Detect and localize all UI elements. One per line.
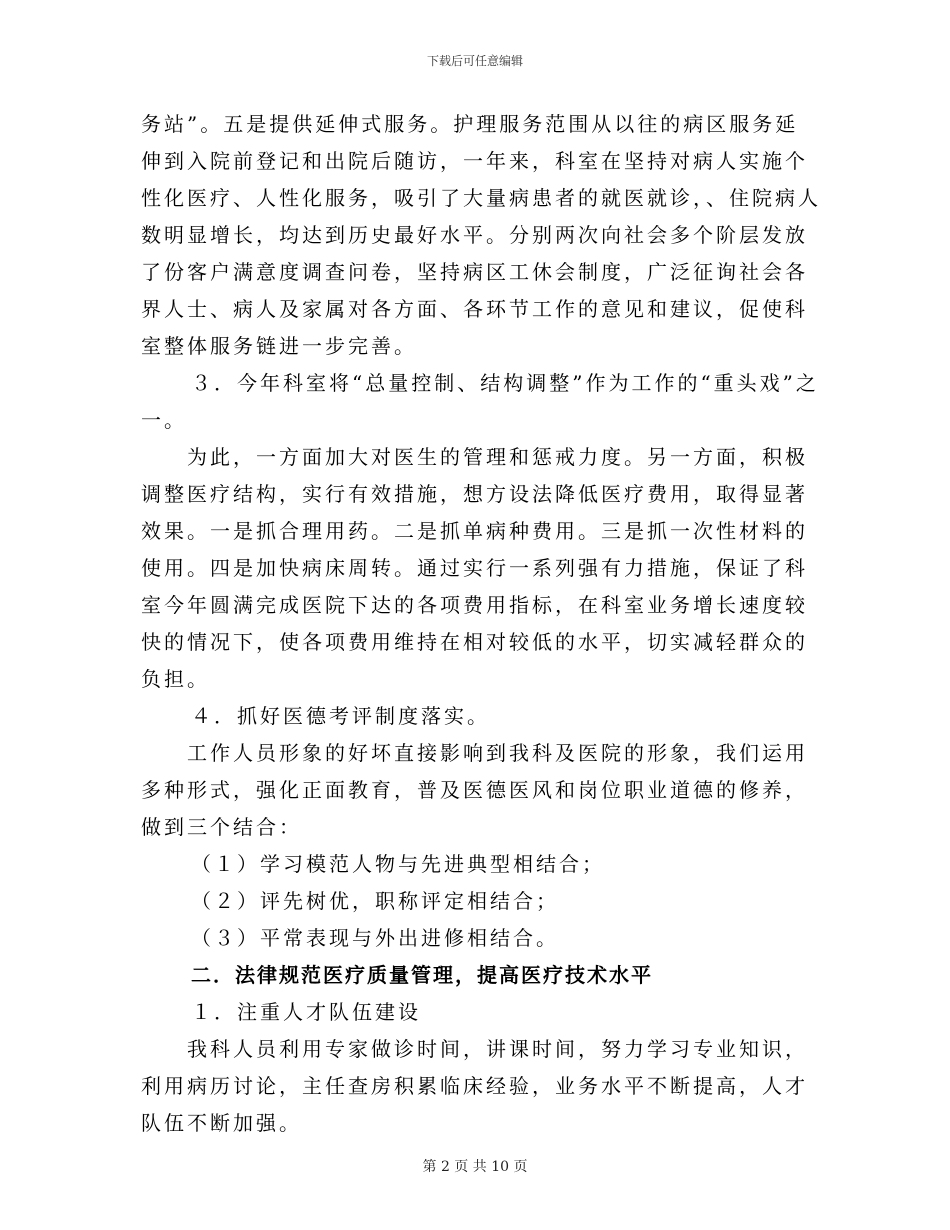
paragraph-cost-control: 为此，一方面加大对医生的管理和惩戒力度。另一方面，积极调整医疗结构，实行有效措施，想方设法降低医疗费用，取得显著效果。一是抓合理用药。二是抓单病种费用。三是抓一次性材料的使用。四是加快病床周转。通过实行一系列强有力措施，保证了科室今年圆满完成医院下达的各项费用指标，在科室业务增长速度较快的情况下，使各项费用维持在相对较低的水平，切实减轻群众的负担。: [141, 445, 808, 691]
list-item-combination-1: （１）学习模范人物与先进典型相结合；: [191, 852, 605, 876]
document-body: [141, 106, 821, 1142]
paragraph-item-4: ４．抓好医德考评制度落实。: [191, 704, 490, 728]
paragraph-staff-image: 工作人员形象的好坏直接影响到我科及医院的形象，我们运用多种形式，强化正面教育，普及医德医风和岗位职业道德的修养，做到三个结合：: [141, 741, 808, 839]
page-header: 下载后可任意编辑: [426, 54, 523, 68]
list-item-combination-2: （２）评先树优，职称评定相结合；: [191, 889, 559, 913]
subheading-talent-team: １．注重人才队伍建设: [191, 1000, 421, 1024]
section-heading-2: 二．法律规范医疗质量管理，提高医疗技术水平: [191, 963, 653, 987]
page-footer: 第 2 页 共 10 页: [422, 1159, 528, 1175]
paragraph-service-extension: 务站”。五是提供延伸式服务。护理服务范围从以往的病区服务延伸到入院前登记和出院后随访，一年来，科室在坚持对病人实施个性化医疗、人性化服务，吸引了大量病患者的就医就诊，、住院病人数明显增长，均达到历史最好水平。分别两次向社会多个阶层发放了份客户满意度调查问卷，坚持病区工休会制度，广泛征询社会各界人士、病人及家属对各方面、各环节工作的意见和建议，促使科室整体服务链进一步完善。: [141, 112, 821, 358]
paragraph-talent-team: 我科人员利用专家做诊时间，讲课时间，努力学习专业知识，利用病历讨论，主任查房积累临床经验，业务水平不断提高，人才队伍不断加强。: [141, 1037, 808, 1135]
list-item-combination-3: （３）平常表现与外出进修相结合。: [191, 926, 559, 950]
paragraph-item-3: ３．今年科室将“总量控制、结构调整”作为工作的“重头戏”之一。: [141, 371, 819, 432]
